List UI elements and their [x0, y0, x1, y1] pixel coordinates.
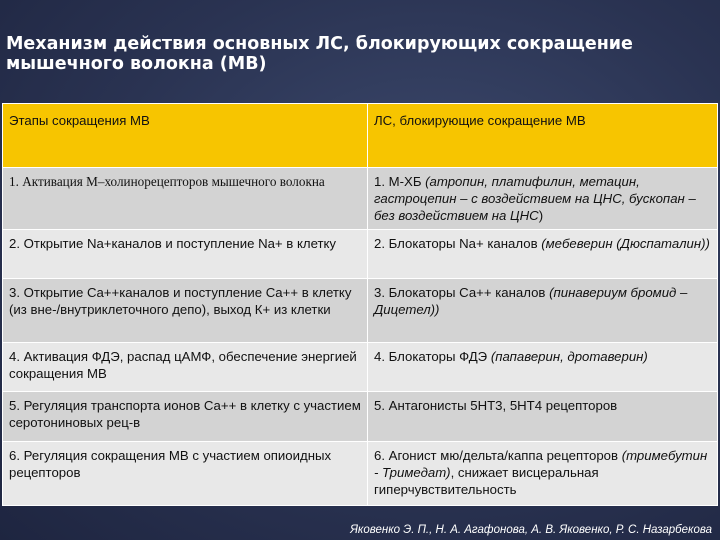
- drug-examples: (мебеверин (Дюспаталин)): [541, 236, 710, 251]
- drug-text: 2. Блокаторы Na+ каналов: [374, 236, 542, 251]
- drug-cell: [368, 168, 718, 230]
- table-row: [3, 343, 718, 392]
- table-row: [3, 168, 718, 230]
- header-drugs: ЛС, блокирующие сокращение МВ: [368, 104, 718, 168]
- drug-examples: (атропин, платифилин, метацин, гастроцепин – с воздействием на ЦНС, бускопан – без воздействием на ЦНС: [374, 174, 696, 223]
- drug-text: 5. Антагонисты 5НТ3, 5НТ4 рецепторов: [374, 398, 618, 413]
- drug-note: , снижает висцеральная гиперчувствительность: [374, 465, 599, 497]
- drug-examples: (пинавериум бромид – Дицетел)): [374, 285, 688, 317]
- drug-note: ): [538, 208, 544, 223]
- drug-examples: (папаверин, дротаверин): [490, 349, 648, 364]
- drug-examples: (тримебутин - Тримедат): [374, 448, 708, 480]
- table-row: [3, 279, 718, 343]
- stage-cell: 4. Активация ФДЭ, распад цАМФ, обеспечение энергией сокращения МВ: [3, 343, 368, 392]
- citation-footer: Яковенко Э. П., Н. А. Агафонова, А. В. Яковенко, Р. С. Назарбекова: [350, 524, 712, 536]
- stage-cell: 6. Регуляция сокращения МВ с участием опиоидных рецепторов: [3, 442, 368, 506]
- table-header-row: [3, 104, 718, 168]
- drug-cell: [368, 442, 718, 506]
- stage-cell: 5. Регуляция транспорта ионов Са++ в клетку с участием серотониновых рец-в: [3, 392, 368, 442]
- drug-cell: [368, 392, 718, 442]
- drug-text: 4. Блокаторы ФДЭ: [374, 349, 491, 364]
- drug-cell: [368, 230, 718, 279]
- slide-title: Механизм действия основных ЛС, блокирующих сокращение мышечного волокна (МВ): [6, 34, 633, 74]
- drug-cell: [368, 343, 718, 392]
- table-row: [3, 442, 718, 506]
- stage-cell: 2. Открытие Na+каналов и поступление Na+ в клетку: [3, 230, 368, 279]
- drug-text: 3. Блокаторы Са++ каналов: [374, 285, 550, 300]
- table-row: [3, 230, 718, 279]
- table-row: [3, 392, 718, 442]
- stage-cell: 1. Активация М–холинорецепторов мышечного волокна: [3, 168, 368, 230]
- drug-text: 1. М-ХБ: [374, 174, 426, 189]
- header-stages: Этапы сокращения МВ: [3, 104, 368, 168]
- mechanism-table: [2, 103, 718, 506]
- stage-cell: 3. Открытие Ca++каналов и поступление Ca++ в клетку (из вне-/внутриклеточного депо), выход К+ из клетки: [3, 279, 368, 343]
- drug-cell: [368, 279, 718, 343]
- drug-text: 6. Агонист мю/дельта/каппа рецепторов: [374, 448, 622, 463]
